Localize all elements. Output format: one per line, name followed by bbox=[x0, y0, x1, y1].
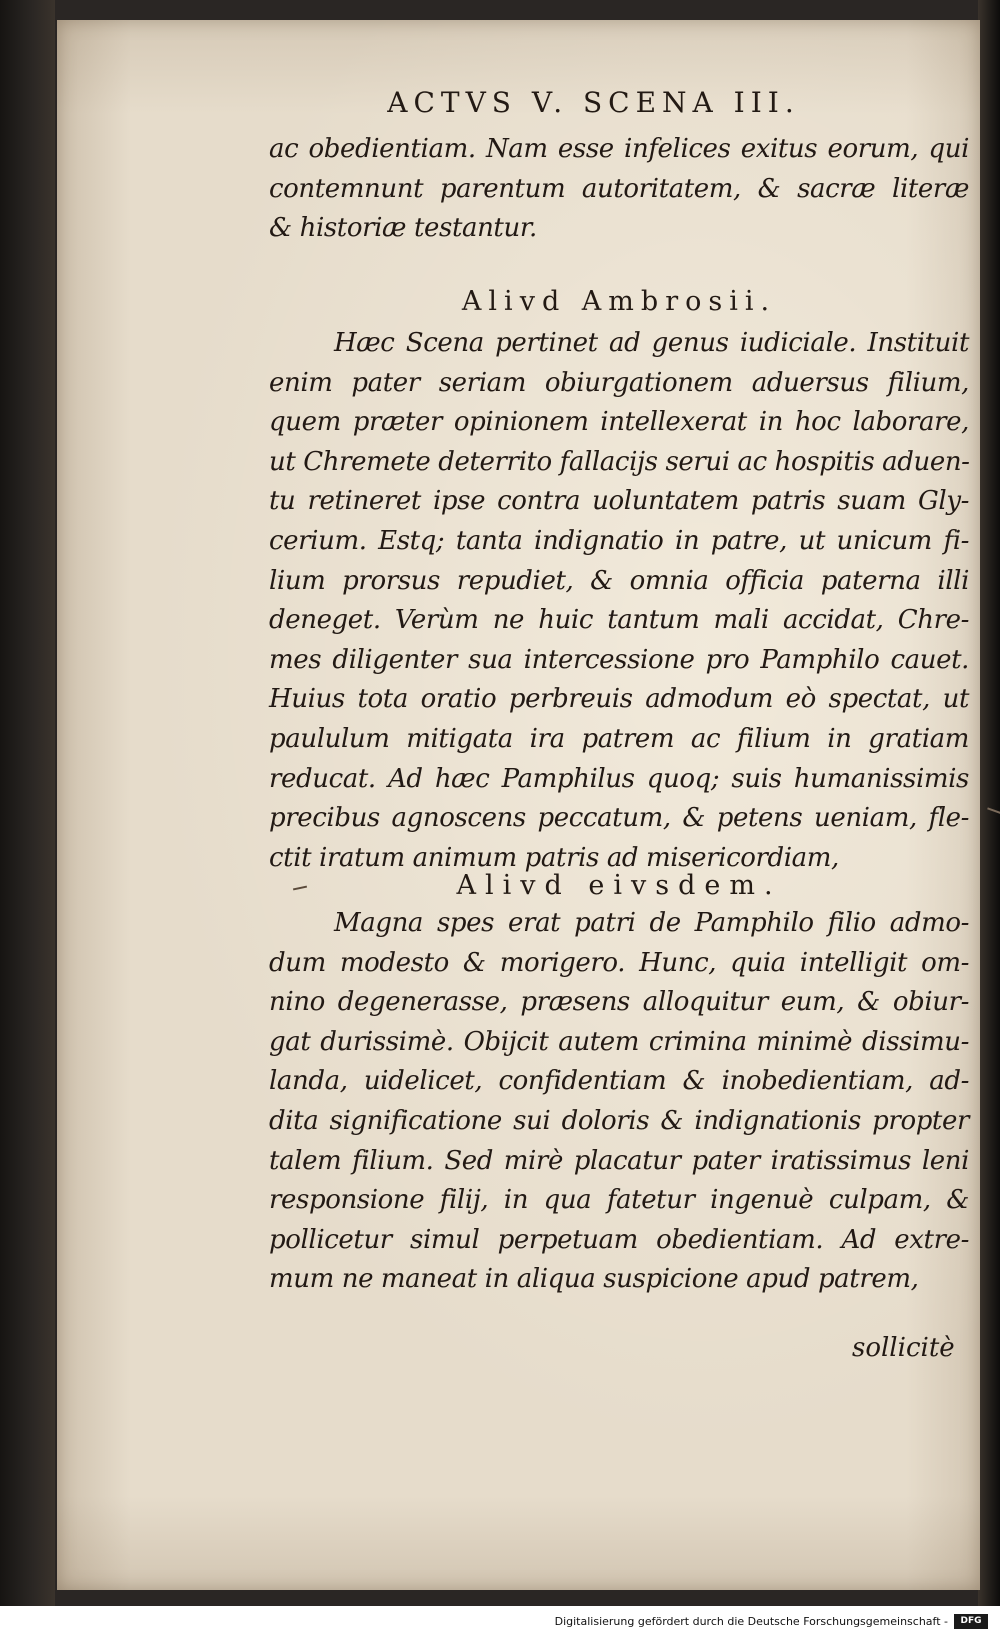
text-line: ut Chremete deterrito fallacijs serui ac hospitis aduen- bbox=[269, 446, 970, 477]
text-line: Hæc Scena pertinet ad genus iudiciale. Instituit bbox=[334, 328, 969, 358]
section-heading-2: Alivd eivsdem. bbox=[456, 870, 782, 901]
text-line: nino degenerasse, præsens alloquitur eum, & obiur- bbox=[269, 987, 969, 1018]
text-line: precibus agnoscens peccatum, & petens ueniam, fle- bbox=[269, 803, 969, 834]
text-line: dum modesto & morigero. Hunc, quia intelligit om- bbox=[269, 947, 969, 978]
text-line: contemnunt parentum autoritatem, & sacræ literæ bbox=[269, 173, 969, 204]
section-heading-1: Alivd Ambrosii. bbox=[461, 286, 777, 317]
text-block-1 bbox=[269, 130, 969, 249]
text-line: pollicetur simul perpetuam obedientiam. Ad extre- bbox=[269, 1224, 969, 1255]
text-line: Huius tota oratio perbreuis admodum eò spectat, ut bbox=[269, 684, 969, 715]
footer-bar bbox=[0, 1606, 1000, 1639]
text-block-3 bbox=[269, 904, 969, 1300]
text-line: quem præter opinionem intellexerat in hoc laborare, bbox=[269, 407, 969, 438]
text-line: cerium. Estq; tanta indignatio in patre, ut unicum fi- bbox=[269, 525, 969, 556]
footer-credit: Digitalisierung gefördert durch die Deutsche Forschungsgemeinschaft - bbox=[554, 1615, 948, 1628]
text-line: landa, uidelicet, confidentiam & inobedientiam, ad- bbox=[269, 1066, 969, 1097]
scan-background-left bbox=[0, 0, 55, 1639]
catchword: sollicitè bbox=[852, 1333, 955, 1363]
text-line: tu retineret ipse contra uoluntatem patris suam Gly- bbox=[269, 486, 969, 517]
text-line: mes diligenter sua intercessione pro Pamphilo cauet. bbox=[269, 644, 969, 675]
text-line: gat durissimè. Obijcit autem crimina minimè dissimu- bbox=[269, 1026, 969, 1057]
text-line: enim pater seriam obiurgationem aduersus filium, bbox=[269, 367, 969, 398]
text-line: ac obedientiam. Nam esse infelices exitus eorum, qui bbox=[269, 134, 969, 164]
text-line: talem filium. Sed mirè placatur pater iratissimus leni bbox=[269, 1145, 969, 1176]
text-line: dita significatione sui doloris & indignationis propter bbox=[269, 1105, 969, 1136]
book-page bbox=[57, 20, 980, 1590]
text-line: ctit iratum animum patris ad misericordiam, bbox=[269, 842, 839, 873]
text-line: paululum mitigata ira patrem ac filium in gratiam bbox=[269, 723, 969, 754]
scan-background-right bbox=[978, 0, 1000, 1639]
text-line: reducat. Ad hæc Pamphilus quoq; suis humanissimis bbox=[269, 763, 969, 794]
text-line: & historiæ testantur. bbox=[269, 213, 537, 244]
text-block-2 bbox=[269, 324, 969, 878]
text-line: mum ne maneat in aliqua suspicione apud patrem, bbox=[269, 1264, 919, 1295]
text-line: deneget. Verùm ne huic tantum mali accidat, Chre- bbox=[269, 605, 969, 636]
text-line: Magna spes erat patri de Pamphilo filio admo- bbox=[334, 908, 969, 938]
text-line: lium prorsus repudiet, & omnia officia paterna illi bbox=[269, 565, 969, 596]
text-line: responsione filij, in qua fatetur ingenuè culpam, & bbox=[269, 1185, 969, 1216]
running-header: ACTVS V. SCENA III. bbox=[387, 86, 800, 119]
dfg-logo: DFG bbox=[954, 1614, 988, 1629]
